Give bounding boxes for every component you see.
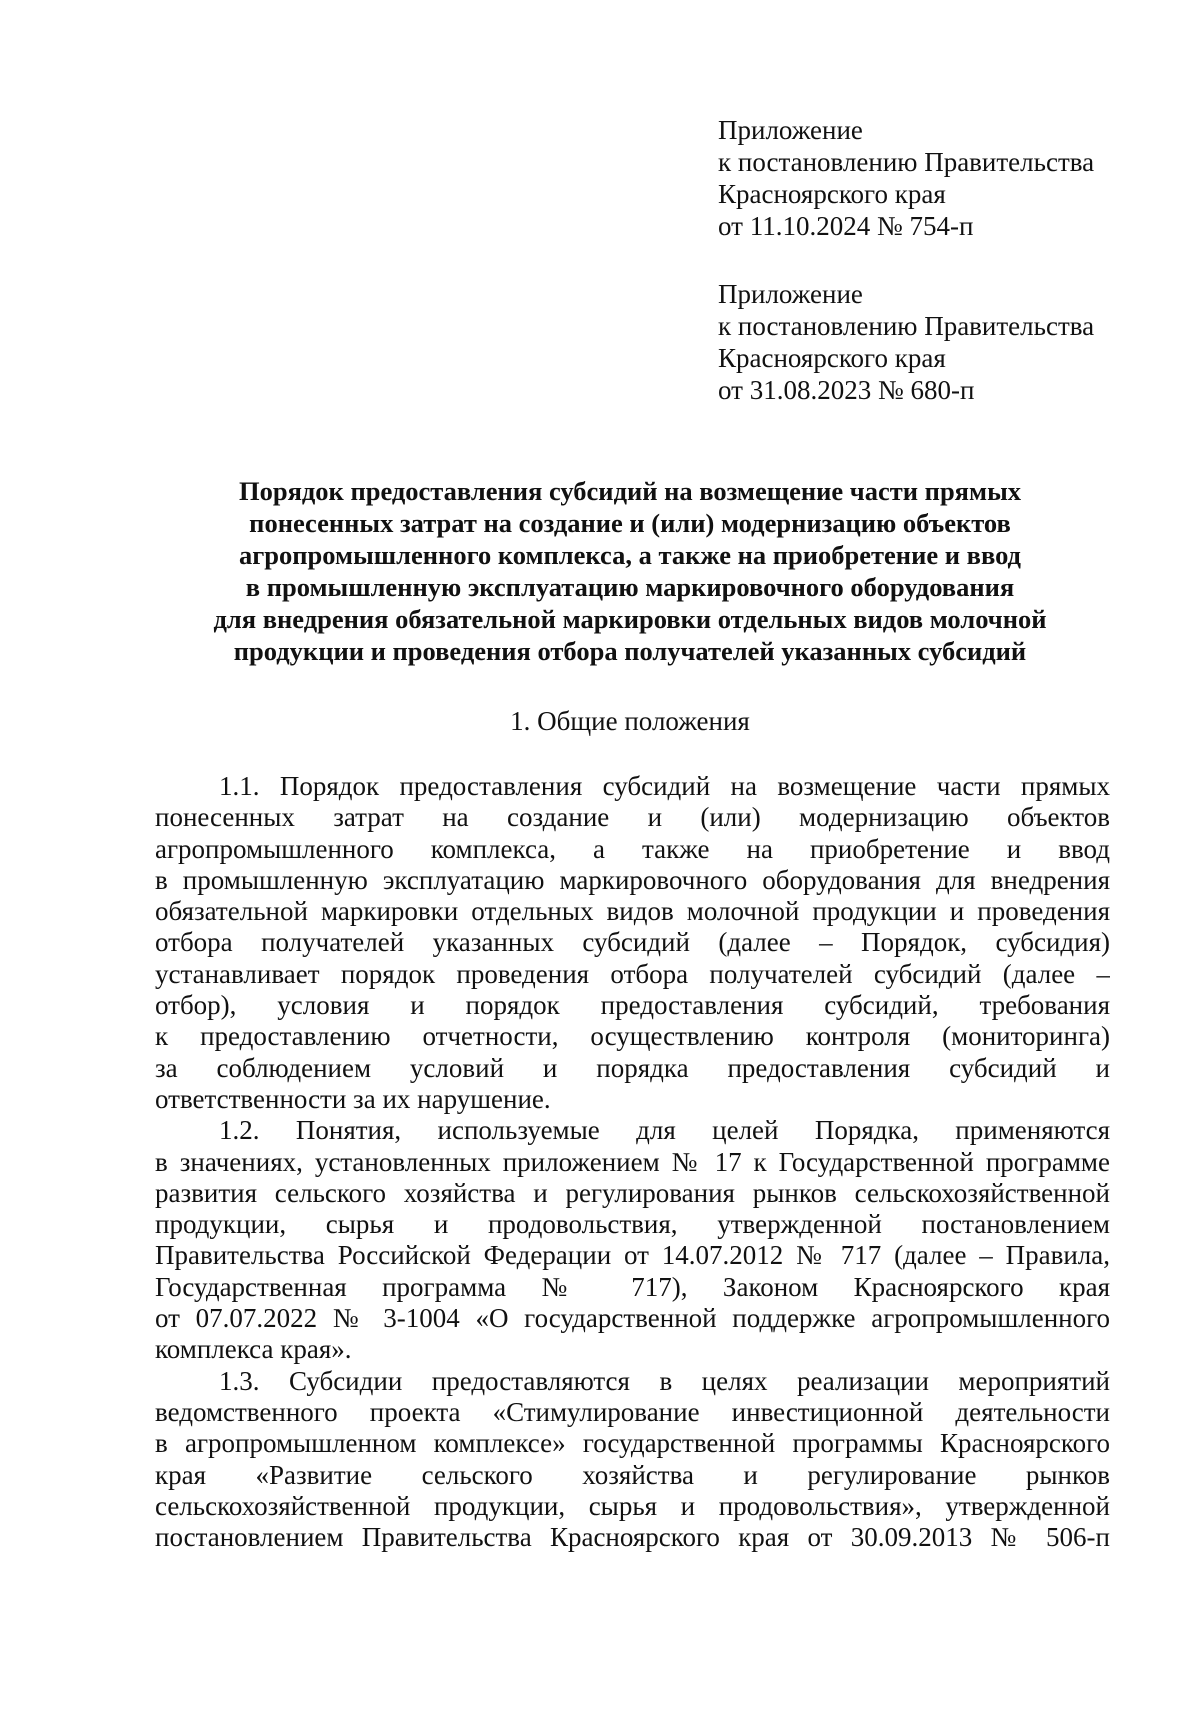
title-line: в промышленную эксплуатацию маркировочного оборудования — [245, 572, 1015, 602]
text-line: края «Развитие сельского хозяйства и регулирование рынков — [155, 1459, 1110, 1490]
text-line: 1.1. Порядок предоставления субсидий на возмещение части прямых — [219, 771, 1110, 801]
appendix-line: к постановлению Правительства — [718, 311, 1095, 341]
text-line: ведомственного проекта «Стимулирование инвестиционной деятельности — [155, 1396, 1110, 1427]
text-line: понесенных затрат на создание и (или) модернизацию объектов — [155, 802, 1110, 833]
section-heading: 1. Общие положения — [510, 706, 750, 736]
paragraph-1-2 — [155, 1115, 1110, 1365]
text-line: обязательной маркировки отдельных видов молочной продукции и проведения — [155, 896, 1110, 927]
paragraph-1-1 — [155, 771, 1110, 1115]
document-body — [155, 771, 1110, 1553]
appendix-line: Красноярского края — [718, 343, 946, 373]
title-line: агропромышленного комплекса, а также на приобретение и ввод — [239, 540, 1021, 570]
appendix-line: Красноярского края — [718, 179, 946, 209]
paragraph-1-3 — [155, 1366, 1110, 1554]
text-line: в агропромышленном комплексе» государственной программы Красноярского — [155, 1428, 1110, 1459]
text-line: за соблюдением условий и порядка предоставления субсидий и — [155, 1052, 1110, 1083]
text-line: 1.3. Субсидии предоставляются в целях реализации мероприятий — [219, 1365, 1110, 1396]
appendix-line: от 31.08.2023 № 680-п — [718, 375, 975, 405]
text-line: Государственная программа № 717), Законом Красноярского края — [155, 1271, 1110, 1302]
text-line: ответственности за их нарушение. — [155, 1083, 551, 1114]
text-line: продукции, сырья и продовольствия, утвержденной постановлением — [155, 1209, 1110, 1240]
text-line: устанавливает порядок проведения отбора получателей субсидий (далее – — [155, 958, 1110, 989]
document-title — [150, 475, 1110, 667]
appendix-line: Приложение — [718, 115, 863, 145]
text-line: отбора получателей указанных субсидий (далее – Порядок, субсидия) — [155, 927, 1110, 958]
title-line: продукции и проведения отбора получателей указанных субсидий — [233, 636, 1027, 666]
text-line: 1.2. Понятия, используемые для целей Порядка, применяются — [219, 1115, 1110, 1146]
text-line: сельскохозяйственной продукции, сырья и продовольствия», утвержденной — [155, 1490, 1110, 1521]
text-line: постановлением Правительства Красноярского края от 30.09.2013 № 506-п — [155, 1522, 1110, 1553]
appendix-note-current — [718, 114, 1158, 242]
text-line: комплекса края». — [155, 1334, 352, 1365]
text-line: в промышленную эксплуатацию маркировочного оборудования для внедрения — [155, 864, 1110, 895]
text-line: в значениях, установленных приложением № 17 к Государственной программе — [155, 1146, 1110, 1177]
appendix-line: к постановлению Правительства — [718, 147, 1095, 177]
title-line: для внедрения обязательной маркировки отдельных видов молочной — [213, 604, 1047, 634]
title-line: Порядок предоставления субсидий на возмещение части прямых — [238, 476, 1022, 506]
text-line: агропромышленного комплекса, а также на приобретение и ввод — [155, 833, 1110, 864]
text-line: отбор), условия и порядок предоставления субсидий, требования — [155, 990, 1110, 1021]
title-line: понесенных затрат на создание и (или) модернизацию объектов — [249, 508, 1011, 538]
appendix-line: от 11.10.2024 № 754-п — [718, 211, 974, 241]
appendix-line: Приложение — [718, 279, 863, 309]
text-line: развития сельского хозяйства и регулирования рынков сельскохозяйственной — [155, 1177, 1110, 1208]
appendix-note-previous — [718, 278, 1158, 406]
text-line: от 07.07.2022 № 3-1004 «О государственной поддержке агропромышленного — [155, 1303, 1110, 1334]
text-line: Правительства Российской Федерации от 14.07.2012 № 717 (далее – Правила, — [155, 1240, 1110, 1271]
text-line: к предоставлению отчетности, осуществлению контроля (мониторинга) — [155, 1021, 1110, 1052]
